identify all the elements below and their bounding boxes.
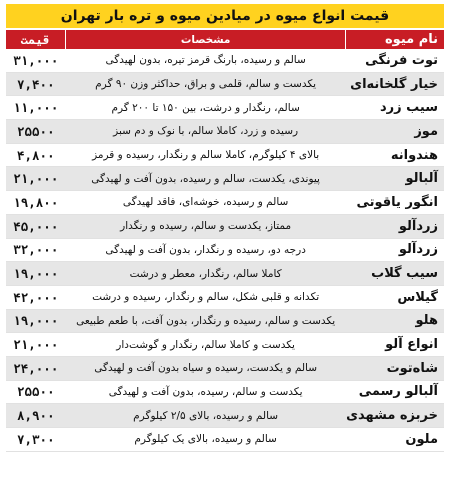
specs-cell: کاملا سالم، رنگدار، معطر و درشت <box>66 262 346 286</box>
table-row <box>6 167 444 191</box>
page-title: قیمت انواع میوه در میادین میوه و تره بار تهران <box>60 8 390 24</box>
specs-cell: بالای ۴ کیلوگرم، کاملا سالم و رنگدار، رسیده و قرمز <box>66 143 346 167</box>
fruit-name-cell: سیب زرد <box>346 96 444 120</box>
table-row <box>6 404 444 428</box>
table-row <box>6 49 444 72</box>
price-cell: ۱۱,۰۰۰ <box>6 96 66 120</box>
column-header-name: نام میوه <box>346 30 444 49</box>
fruit-name-cell: موز <box>346 120 444 144</box>
price-cell: ۸,۹۰۰ <box>6 404 66 428</box>
fruit-name-cell: هلو <box>346 309 444 333</box>
table-row <box>6 428 444 452</box>
specs-cell: سالم و رسیده، بالای ۲/۵ کیلوگرم <box>66 404 346 428</box>
price-cell: ۱۹,۰۰۰ <box>6 309 66 333</box>
table-row <box>6 72 444 96</box>
table-row <box>6 120 444 144</box>
specs-cell: سالم و رسیده، بالای یک کیلوگرم <box>66 428 346 452</box>
price-cell: ۲۴,۰۰۰ <box>6 356 66 380</box>
specs-cell: تکدانه و قلبی شکل، سالم و رنگدار، رسیده و درشت <box>66 285 346 309</box>
fruit-name-cell: آلبالو رسمی <box>346 380 444 404</box>
fruit-name-cell: زردآلو <box>346 214 444 238</box>
specs-cell: یکدست و کاملا سالم، رنگدار و گوشت‌دار <box>66 333 346 357</box>
price-cell: ۷,۴۰۰ <box>6 72 66 96</box>
specs-cell: یکدست و سالم، قلمی و براق، حداکثر وزن ۹۰ گرم <box>66 72 346 96</box>
column-header-price: قیمت <box>6 30 66 49</box>
fruit-name-cell: زردآلو <box>346 238 444 262</box>
specs-cell: ممتاز، یکدست و سالم، رسیده و رنگدار <box>66 214 346 238</box>
table-row <box>6 143 444 167</box>
specs-cell: سالم و رسیده، خوشه‌ای، فاقد لهیدگی <box>66 191 346 215</box>
fruit-name-cell: توت فرنگی <box>346 49 444 72</box>
price-cell: ۷,۳۰۰ <box>6 428 66 452</box>
fruit-name-cell: انواع آلو <box>346 333 444 357</box>
specs-cell: درجه دو، رسیده و رنگدار، بدون آفت و لهیدگی <box>66 238 346 262</box>
price-cell: ۴,۸۰۰ <box>6 143 66 167</box>
table-row <box>6 238 444 262</box>
price-cell: ۲۱,۰۰۰ <box>6 333 66 357</box>
fruit-name-cell: خربزه مشهدی <box>346 404 444 428</box>
price-cell: ۳۱,۰۰۰ <box>6 49 66 72</box>
specs-cell: یکدست و سالم، رسیده، بدون آفت و لهیدگی <box>66 380 346 404</box>
specs-cell: رسیده و زرد، کاملا سالم، با نوک و دم سبز <box>66 120 346 144</box>
price-cell: ۱۹,۸۰۰ <box>6 191 66 215</box>
table-row <box>6 262 444 286</box>
fruit-name-cell: سیب گلاب <box>346 262 444 286</box>
fruit-name-cell: ملون <box>346 428 444 452</box>
specs-cell: یکدست و سالم، رسیده و رنگدار، بدون آفت، با طعم طبیعی <box>66 309 346 333</box>
price-cell: ۲۵۵۰۰ <box>6 120 66 144</box>
price-cell: ۱۹,۰۰۰ <box>6 262 66 286</box>
table-row <box>6 191 444 215</box>
table-body <box>6 49 444 451</box>
price-cell: ۴۵,۰۰۰ <box>6 214 66 238</box>
price-cell: ۳۲,۰۰۰ <box>6 238 66 262</box>
price-cell: ۴۲,۰۰۰ <box>6 285 66 309</box>
table-row <box>6 214 444 238</box>
fruit-name-cell: آلبالو <box>346 167 444 191</box>
specs-cell: سالم و رسیده، بارنگ قرمز تیره، بدون لهیدگی <box>66 49 346 72</box>
title-bar <box>6 4 444 28</box>
column-header-specs: مشخصات <box>66 30 346 49</box>
table-row <box>6 333 444 357</box>
specs-cell: سالم، رنگدار و درشت، بین ۱۵۰ تا ۲۰۰ گرم <box>66 96 346 120</box>
fruit-name-cell: شاه‌توت <box>346 356 444 380</box>
table-row <box>6 309 444 333</box>
table-row <box>6 285 444 309</box>
fruit-price-table <box>6 30 444 452</box>
table-row <box>6 380 444 404</box>
fruit-name-cell: انگور یاقوتی <box>346 191 444 215</box>
price-cell: ۲۵۵۰۰ <box>6 380 66 404</box>
table-row <box>6 96 444 120</box>
fruit-name-cell: هندوانه <box>346 143 444 167</box>
specs-cell: پیوندی، یکدست، سالم و رسیده، بدون آفت و لهیدگی <box>66 167 346 191</box>
specs-cell: سالم و یکدست، رسیده و سیاه بدون آفت و لهیدگی <box>66 356 346 380</box>
fruit-name-cell: خیار گلخانه‌ای <box>346 72 444 96</box>
price-cell: ۲۱,۰۰۰ <box>6 167 66 191</box>
table-row <box>6 356 444 380</box>
table-header-row <box>6 30 444 49</box>
fruit-name-cell: گیلاس <box>346 285 444 309</box>
